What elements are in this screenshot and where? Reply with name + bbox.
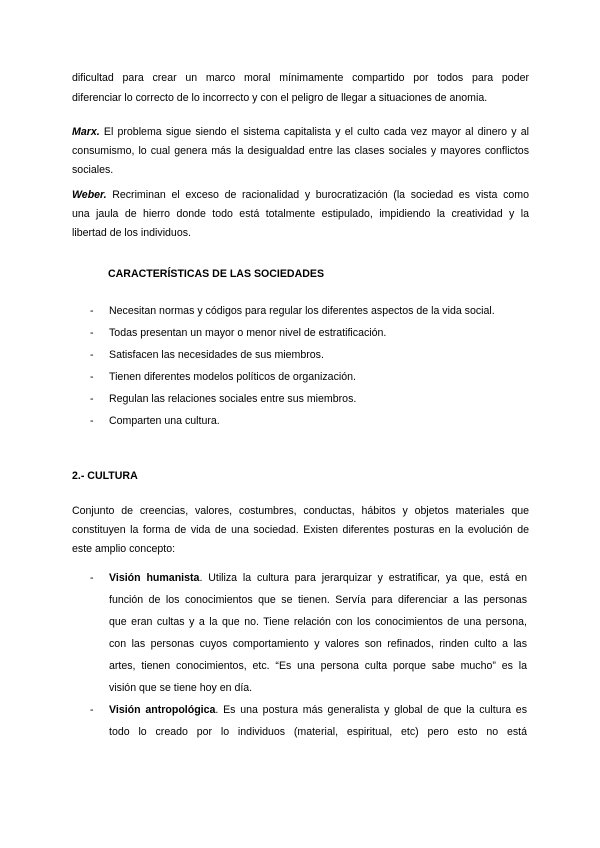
list-bullet: -: [90, 371, 94, 383]
list-item: [72, 344, 532, 366]
list-bullet: -: [90, 704, 94, 716]
marx-line-3: sociales.: [72, 164, 114, 176]
intro-line-1: dificultad para crear un marco moral mínimamente compartido por todos para poder: [72, 72, 529, 84]
list-bullet: -: [90, 327, 94, 339]
list-item-vision-humanista: [72, 567, 532, 699]
weber-line-1-text: Recriminan el exceso de racionalidad y burocratización (la sociedad es vista como: [106, 189, 529, 201]
list-item-text: Satisfacen las necesidades de sus miembros.: [109, 349, 324, 361]
list-item: [72, 300, 532, 322]
marx-label: Marx.: [72, 126, 100, 138]
weber-line-1: [72, 185, 529, 205]
list-item: [72, 410, 532, 432]
weber-line-3: libertad de los individuos.: [72, 227, 191, 239]
vision-humanista-line-6: visión que se tiene hoy en día.: [109, 682, 253, 694]
marx-line-2: consumismo, lo cual genera más la desigualdad entre las clases sociales y mayores conflictos: [72, 145, 529, 157]
characteristics-list: [72, 300, 532, 432]
list-item-text: Comparten una cultura.: [109, 415, 220, 427]
intro-line-2: diferenciar lo correcto de lo incorrecto y con el peligro de llegar a situaciones de anomia.: [72, 92, 488, 104]
list-item: [72, 366, 532, 388]
vision-antropologica-line-1-text: . Es una postura más generalista y global de que la cultura es: [215, 704, 527, 716]
cultura-intro-line-1: Conjunto de creencias, valores, costumbres, conductas, hábitos y objetos materiales que: [72, 505, 529, 517]
vision-humanista-line-1: [109, 567, 527, 589]
vision-antropologica-line-1: [109, 699, 527, 721]
list-item-vision-antropologica: [72, 699, 532, 743]
weber-paragraph: [72, 185, 529, 243]
list-item-text: Regulan las relaciones sociales entre sus miembros.: [109, 393, 357, 405]
list-item-text: Necesitan normas y códigos para regular los diferentes aspectos de la vida social.: [109, 305, 495, 317]
vision-humanista-title: Visión humanista: [109, 572, 200, 584]
weber-label: Weber.: [72, 189, 107, 201]
characteristics-heading: CARACTERÍSTICAS DE LAS SOCIEDADES: [108, 268, 325, 280]
cultura-intro-line-2: constituyen la forma de vida de una sociedad. Existen diferentes posturas en la evolución de: [72, 524, 529, 536]
vision-antropologica-title: Visión antropológica: [109, 704, 216, 716]
marx-line-1-text: El problema sigue siendo el sistema capitalista y el culto cada vez mayor al dinero y al: [99, 126, 529, 138]
vision-humanista-line-2: función de los conocimientos que se tienen. Servía para diferenciar a las personas: [109, 594, 527, 606]
list-bullet: -: [90, 305, 94, 317]
marx-line-1: [72, 122, 529, 142]
list-bullet: -: [90, 349, 94, 361]
weber-line-2: una jaula de hierro donde todo está totalmente estipulado, impidiendo la creatividad y la: [72, 208, 529, 220]
cultura-intro-line-3: este amplio concepto:: [72, 543, 176, 555]
list-bullet: -: [90, 393, 94, 405]
vision-humanista-line-1-text: . Utiliza la cultura para jerarquizar y estratificar, ya que, está en: [199, 572, 527, 584]
intro-paragraph: [72, 68, 529, 108]
vision-antropologica-line-2: todo lo creado por lo individuos (material, espiritual, etc) pero esto no está: [109, 726, 527, 738]
cultura-heading: 2.- CULTURA: [72, 470, 138, 482]
list-bullet: -: [90, 572, 94, 584]
list-item-text: Tienen diferentes modelos políticos de organización.: [109, 371, 356, 383]
vision-humanista-line-3: que eran cultas y a la que no. Tiene relación con los conocimientos de una persona,: [109, 616, 527, 628]
visions-list: [72, 567, 532, 743]
cultura-intro-paragraph: [72, 502, 529, 559]
list-item-text: Todas presentan un mayor o menor nivel de estratificación.: [109, 327, 387, 339]
vision-humanista-line-5: artes, tienen conocimientos, etc. “Es una persona culta porque sabe mucho” es la: [109, 660, 527, 672]
list-item: [72, 388, 532, 410]
list-bullet: -: [90, 415, 94, 427]
marx-paragraph: [72, 122, 529, 180]
vision-humanista-line-4: con las personas cuyos comportamiento y valores son refinados, rinden culto a las: [109, 638, 527, 650]
list-item: [72, 322, 532, 344]
